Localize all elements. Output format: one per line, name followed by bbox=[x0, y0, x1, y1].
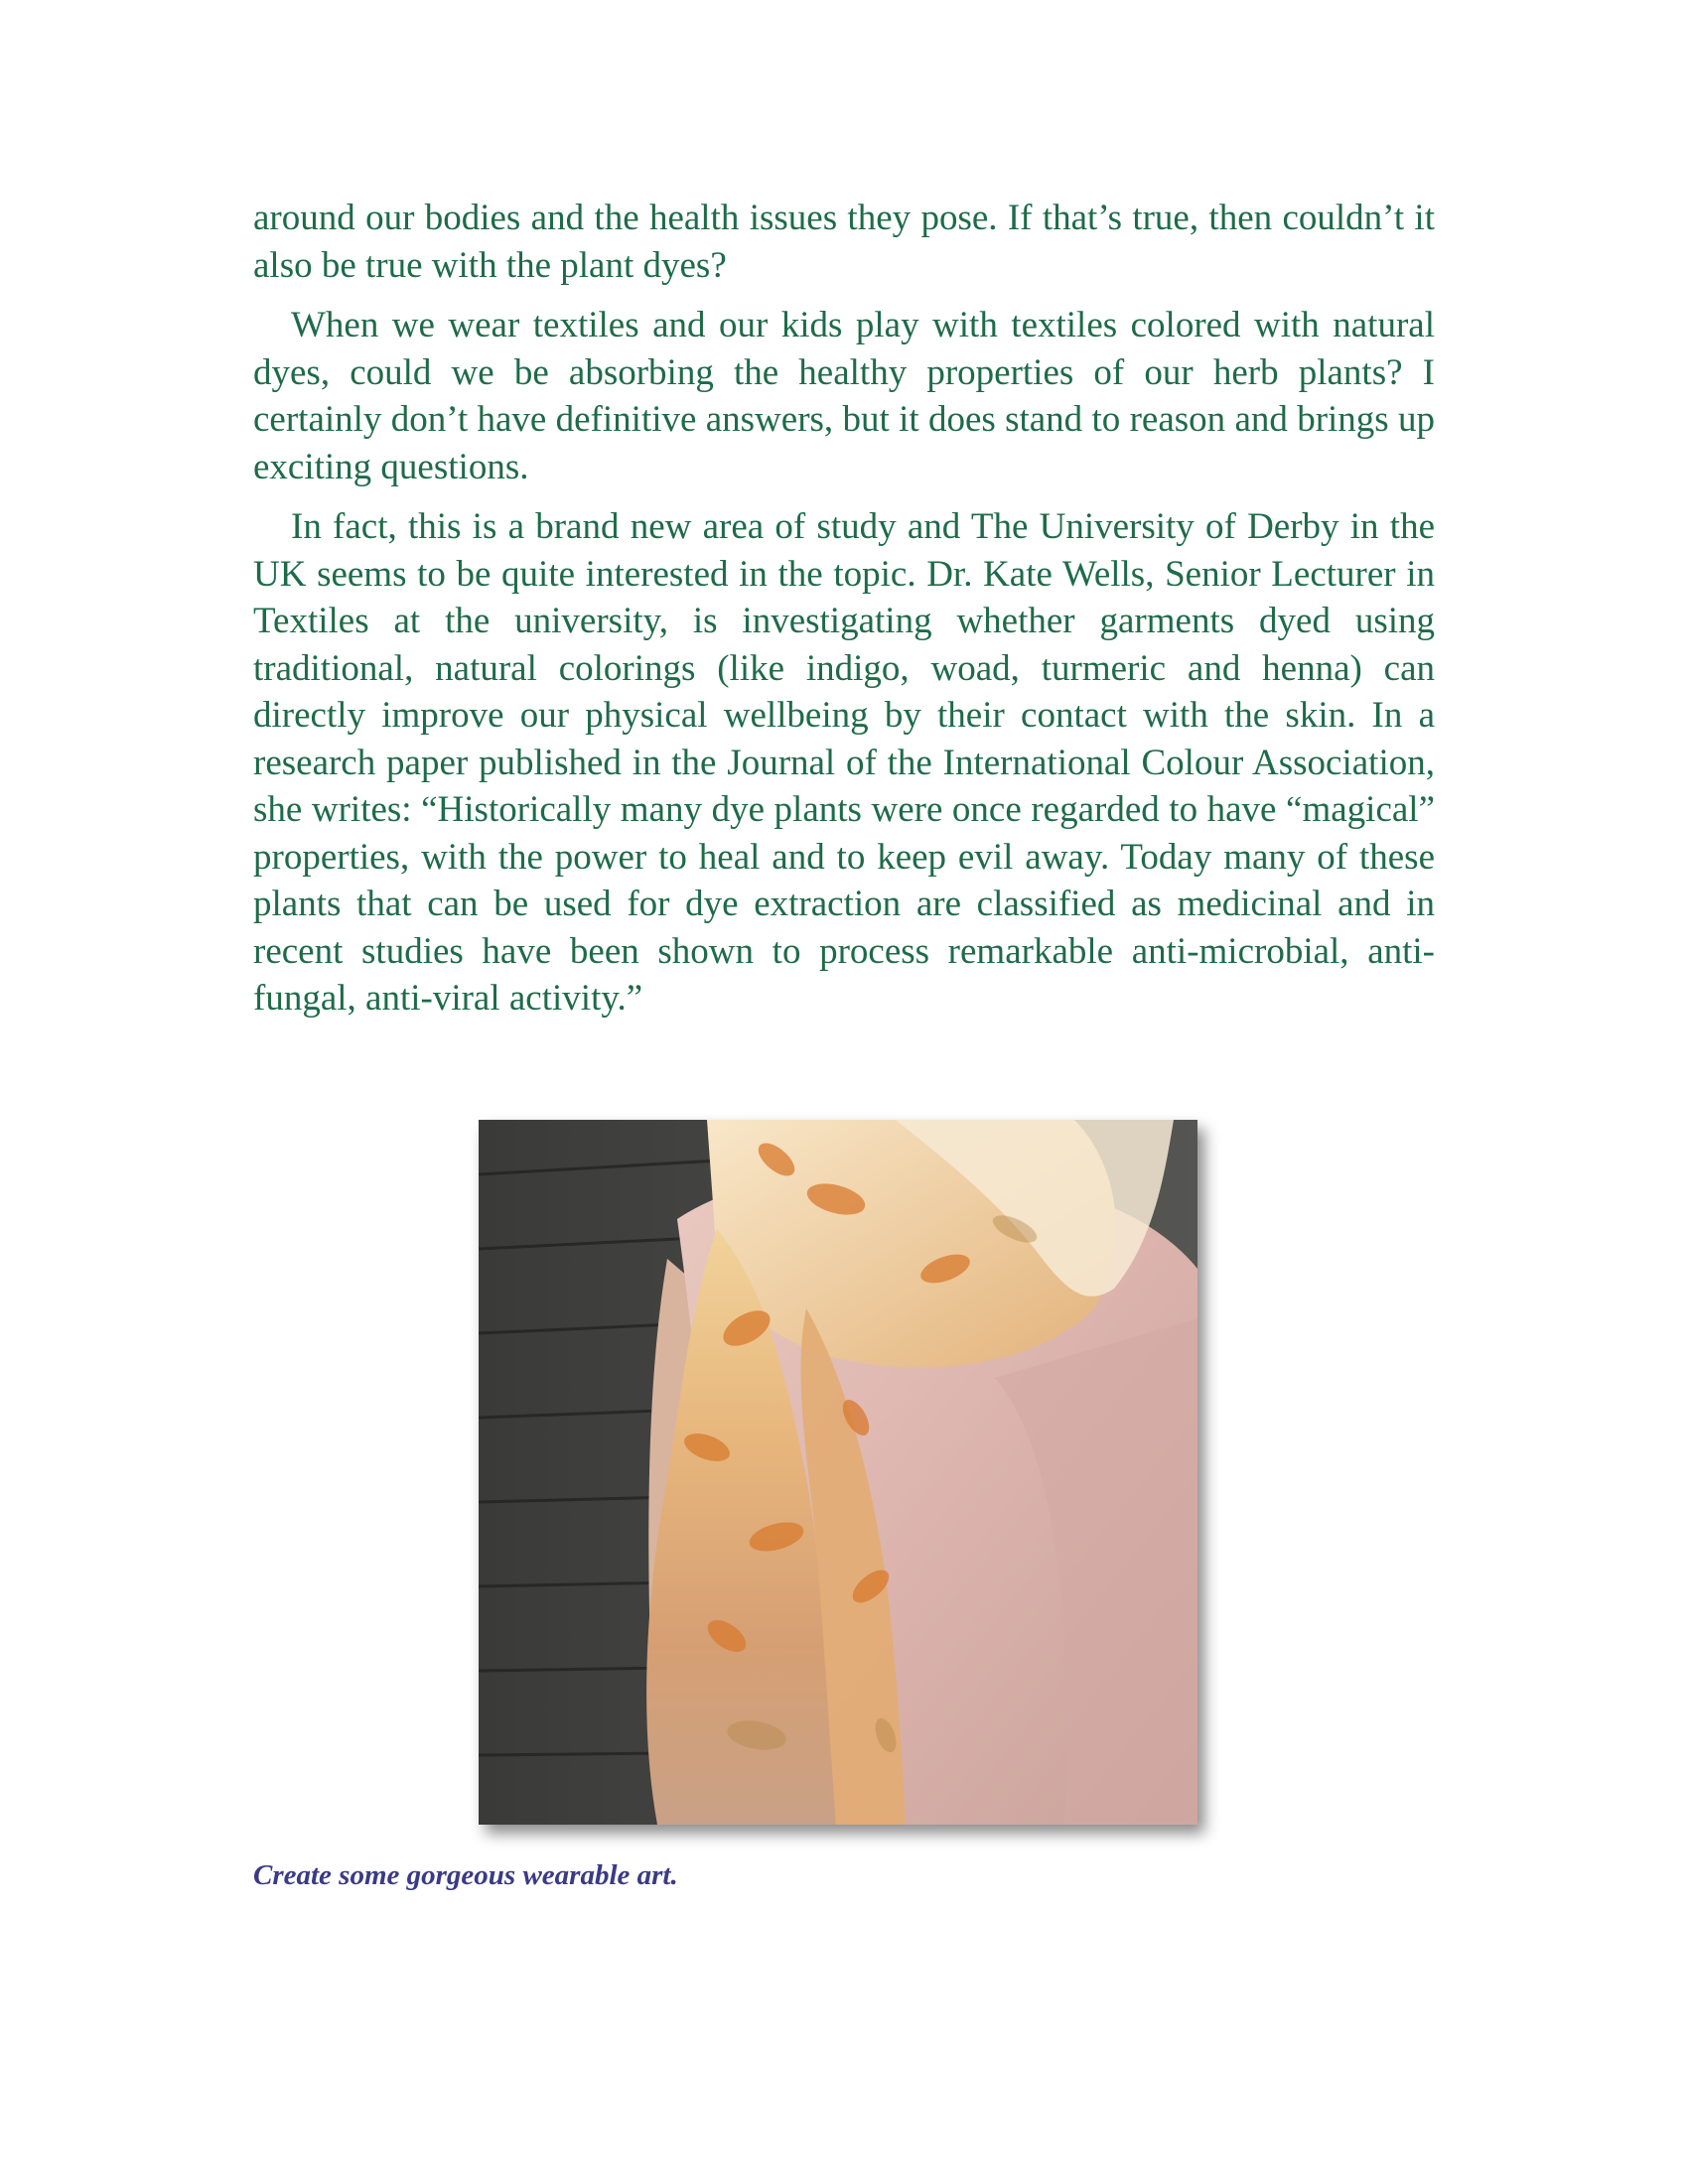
paragraph-continuation: around our bodies and the health issues they pose. If that’s true, then couldn’t it also be true with the plant dyes? bbox=[253, 198, 1435, 286]
paragraph-university-study: In fact, this is a brand new area of study and The University of Derby in the UK seems to be quite interested in the topic. Dr. Kate Wells, Senior Lecturer in Textiles at the university, is investigating whether garments dyed using traditional, natural colorings (like indigo, woad, turmeric and henna) can directly improve our physical wellbeing by their contact with the skin. In a research paper published in the Journal of the International Colour Association, she writes: “Historically many dye plants were once regarded to have “magical” properties, with the power to heal and to keep evil away. Today many of these plants that can be used for dye extraction are classified as medicinal and in recent studies have been shown to process remarkable anti-microbial, anti-fungal, anti-viral activity.” bbox=[253, 506, 1435, 1019]
body-text bbox=[253, 195, 1435, 1035]
paragraph-natural-dyes: When we wear textiles and our kids play with textiles colored with natural dyes, could we be absorbing the healthy properties of our herb plants? I certainly don’t have definitive answers, but it does stand to reason and brings up exciting questions. bbox=[253, 305, 1435, 487]
figure-caption: Create some gorgeous wearable art. bbox=[253, 1859, 678, 1891]
scarf-photo bbox=[479, 1120, 1197, 1825]
